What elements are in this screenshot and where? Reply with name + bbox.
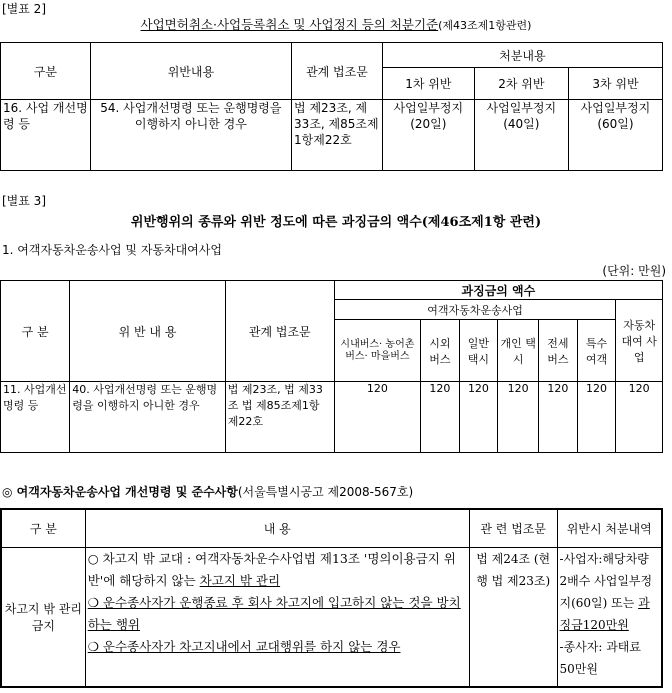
annex3-cell-value: 120 [498,382,539,453]
annex3-cell-value: 120 [421,382,460,453]
annex3-cell-law: 법 제23조, 법 제33조 법 제85조제1항 제22호 [225,382,334,453]
annex3-header-intercity-bus: 시외 버스 [421,320,460,382]
annex2-header-violation: 위반내용 [90,43,291,100]
annex2-header-first: 1차 위반 [382,68,474,100]
annex3-header-amount: 과징금의 액수 [334,281,662,300]
annex2-title-main: 사업면허취소·사업등록취소 및 사업정지 등의 처분기준 [140,17,439,32]
notice-item-offsite-shift-text: ○ 차고지 밖 교대 : 여객자동차운수사업법 제13조 '명의이용금지 위반'에 해당하지 않는 [87,550,456,588]
annex3-header-special-passenger: 특수 여객 [577,320,616,382]
annex3-header-transport: 여객자동차운송사업 [334,300,616,320]
annex2-cell-first: 사업일부정지 (20일) [382,100,474,171]
annex2-cell-law: 법 제23조, 제33조, 제85조제1항제22호 [292,100,383,171]
annex2-cell-violation: 54. 사업개선명령 또는 운행명령을 이행하지 아니한 경우 [90,100,291,171]
annex2-cell-third: 사업일부정지 (60일) [568,100,662,171]
annex3-cell-violation: 40. 사업개선명령 또는 운행명령을 이행하지 아니한 경우 [70,382,226,453]
annex2-header-third: 3차 위반 [568,68,662,100]
annex2-label: [별표 2] [2,2,46,16]
notice-table [0,508,663,688]
annex2-table [0,42,663,171]
annex2-header-law: 관계 법조문 [292,43,383,100]
notice-penalty-operator: -사업자:해당차량 2배수 사업일부정지(60일) 또는 [559,551,653,610]
annex3-title-main: 위반행위의 종류와 위반 정도에 따른 과징금의 액수 [130,215,422,230]
annex3-header-charter-bus: 전세 버스 [539,320,578,382]
notice-item-offsite-shift [88,548,467,592]
notice-header-penalty: 위반시 처분내역 [557,509,662,547]
annex3-header-general-taxi: 일반 택시 [459,320,498,382]
annex3-label: [별표 3] [2,194,46,208]
annex3-cell-category: 11. 사업개선명령 등 [1,382,70,453]
notice-title [2,483,413,500]
annex3-cell-value: 120 [616,382,663,453]
annex3-header-law: 관계 법조문 [225,281,334,382]
annex3-section-title: 1. 여객자동차운송사업 및 자동차대여사업 [2,243,222,257]
notice-item-offsite-shift-underlined: 차고지 밖 관리 [199,572,281,588]
annex3-cell-value: 120 [539,382,578,453]
annex3-title-ref: (제46조제1항 관련) [421,215,542,230]
annex3-header-rental: 자동차 대여 사업 [616,300,663,382]
annex2-header-category: 구분 [1,43,91,100]
notice-title-main: ◎ 여객자동차운송사업 개선명령 및 준수사항 [2,485,238,499]
notice-header-content: 내 용 [85,509,469,547]
annex2-title-ref: (제43조제1항관련) [438,19,532,32]
notice-header-category: 구 분 [1,509,85,547]
annex3-header-violation: 위 반 내 용 [70,281,226,382]
annex3-unit: (단위: 만원) [602,264,666,278]
annex3-header-city-bus: 시내버스· 농어촌버스· 마을버스 [334,320,420,382]
annex2-header-second: 2차 위반 [474,68,568,100]
notice-penalty-worker: -종사자: 과태료 50만원 [559,639,641,676]
annex3-cell-value: 120 [459,382,498,453]
annex2-header-penalty: 처분내용 [382,43,662,68]
annex3-title [0,211,672,230]
notice-cell-law: 법 제24조 (현행 법 제23조) [469,547,557,687]
notice-item-no-return: ❍ 운수종사자가 운행종료 후 회사 차고지에 입고하지 않는 것을 방치하는 행위 [87,594,461,632]
annex2-cell-category: 16. 사업 개선명령 등 [1,100,91,171]
annex2-cell-second: 사업일부정지 (40일) [474,100,568,171]
notice-item-no-shift: ❍ 운수종사자가 차고지내에서 교대행위를 하지 않는 경우 [87,638,401,654]
notice-penalty-fine: 과징금120만원 [559,595,650,632]
annex2-title [0,15,672,33]
annex3-header-private-taxi: 개인 택시 [498,320,539,382]
annex3-table [0,280,663,453]
annex3-cell-value: 120 [334,382,420,453]
notice-title-ref: (서울특별시공고 제2008-567호) [237,485,414,499]
annex3-cell-value: 120 [577,382,616,453]
annex3-header-category: 구 분 [1,281,70,382]
notice-cell-category: 차고지 밖 관리금지 [1,547,85,687]
notice-header-law: 관 련 법조문 [469,509,557,547]
notice-cell-penalty [557,547,662,687]
notice-cell-content [85,547,469,687]
